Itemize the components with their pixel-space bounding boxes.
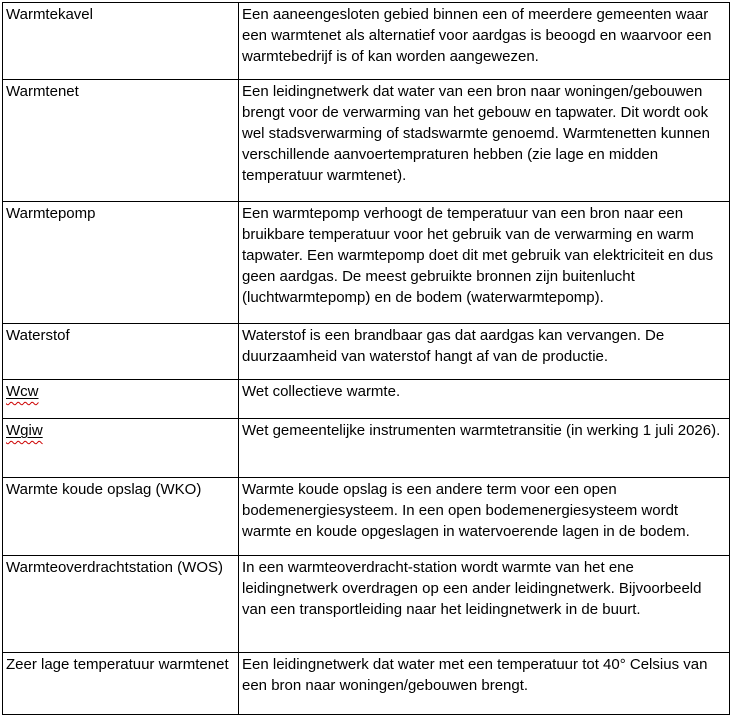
term-cell <box>3 202 239 324</box>
definition-cell <box>239 556 730 653</box>
definition-text: Warmte koude opslag is een andere term voor een open bodemenergiesysteem. In een open bodemenergiesysteem wordt warmte en koude opgeslagen in watervoerende lagen in de bodem. <box>242 481 690 540</box>
table-row <box>3 419 730 478</box>
term-text: Warmtekavel <box>6 6 93 23</box>
definition-text: Een leidingnetwerk dat water met een temperatuur tot 40° Celsius van een bron naar woningen/gebouwen brengt. <box>242 656 708 694</box>
term-cell <box>3 3 239 80</box>
definition-text: Waterstof is een brandbaar gas dat aardgas kan vervangen. De duurzaamheid van waterstof hangt af van de productie. <box>242 327 665 365</box>
definition-cell <box>239 80 730 202</box>
table-row <box>3 478 730 556</box>
term-text: Warmtepomp <box>6 205 96 222</box>
term-text: Warmte koude opslag (WKO) <box>6 481 202 498</box>
table-row <box>3 3 730 80</box>
spellcheck-squiggle <box>6 383 39 400</box>
definition-cell <box>239 380 730 419</box>
table-row <box>3 380 730 419</box>
term-cell <box>3 478 239 556</box>
definition-text: Wet collectieve warmte. <box>242 383 401 400</box>
definition-text: Een warmtepomp verhoogt de temperatuur van een bron naar een bruikbare temperatuur voor het gebruik van de verwarming en warm tapwater. Een warmtepomp doet dit met gebruik van elektriciteit en dus geen aardgas. De meest gebruikte bronnen zijn buitenlucht (luchtwarmtepomp) en de bodem (waterwarmtepomp). <box>242 205 714 306</box>
definition-text: Wet gemeentelijke instrumenten warmtetransitie (in werking 1 juli 2026). <box>242 422 721 439</box>
spellcheck-squiggle <box>6 422 43 439</box>
definition-cell <box>239 3 730 80</box>
term-text: Zeer lage temperatuur warmtenet <box>6 656 229 673</box>
definition-text: Een leidingnetwerk dat water van een bron naar woningen/gebouwen brengt voor de verwarming van het gebouw en tapwater. Dit wordt ook wel stadsverwarming of stadswarmte genoemd. Warmtenetten kunnen verschillende aanvoertempraturen hebben (zie lage en midden temperatuur warmtenet). <box>242 83 710 184</box>
table-row <box>3 556 730 653</box>
term-text: Warmtenet <box>6 83 79 100</box>
table-row <box>3 653 730 715</box>
table-row <box>3 324 730 380</box>
definition-cell <box>239 419 730 478</box>
term-cell <box>3 653 239 715</box>
term-text: Waterstof <box>6 327 70 344</box>
definition-cell <box>239 653 730 715</box>
table-row <box>3 80 730 202</box>
definition-cell <box>239 324 730 380</box>
term-cell <box>3 419 239 478</box>
definition-cell <box>239 202 730 324</box>
glossary-table <box>2 2 730 715</box>
table-row <box>3 202 730 324</box>
term-cell <box>3 380 239 419</box>
term-text: Wgiw <box>6 422 43 439</box>
definition-text: Een aaneengesloten gebied binnen een of meerdere gemeenten waar een warmtenet als alternatief voor aardgas is beoogd en waarvoor een warmtebedrijf is of kan worden aangewezen. <box>242 6 712 65</box>
term-cell <box>3 556 239 653</box>
term-cell <box>3 80 239 202</box>
term-cell <box>3 324 239 380</box>
term-text: Warmteoverdrachtstation (WOS) <box>6 559 223 576</box>
definition-text: In een warmteoverdracht-station wordt warmte van het ene leidingnetwerk overdragen op een ander leidingnetwerk. Bijvoorbeeld van een transportleiding naar het leidingnetwerk in de buurt. <box>242 559 702 618</box>
term-text: Wcw <box>6 383 39 400</box>
definition-cell <box>239 478 730 556</box>
